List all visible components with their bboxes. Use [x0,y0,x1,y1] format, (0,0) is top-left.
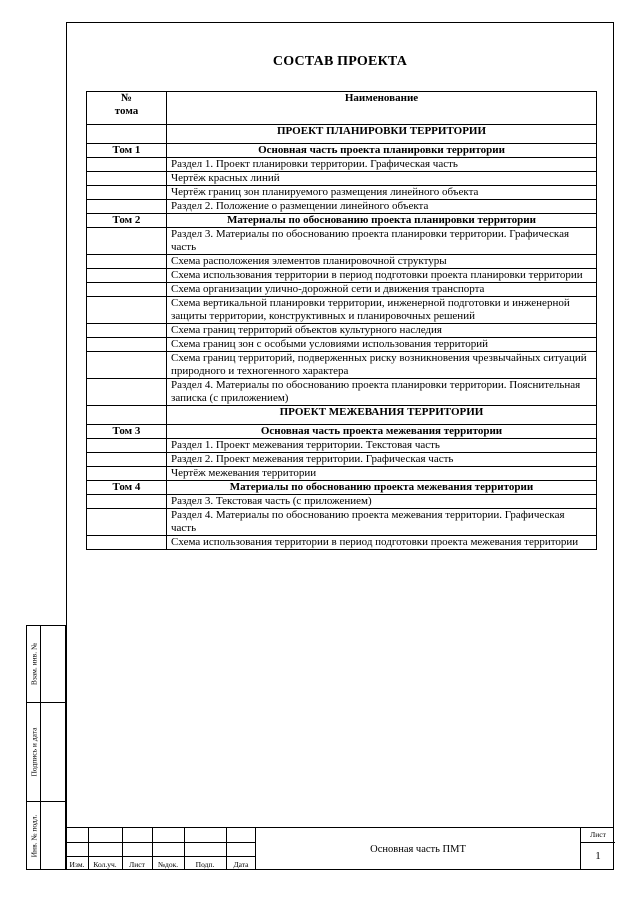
volume-cell [87,125,167,144]
item-name: Схема границ территорий, подверженных риску возникновения чрезвычайных ситуаций природного и техногенного характера [167,352,597,379]
table-row [87,425,597,439]
binding-strip [26,625,66,870]
table-row [87,186,597,200]
volume-title: Основная часть проекта межевания территории [167,425,597,439]
volume-cell [87,338,167,352]
item-name: Схема использования территории в период подготовки проекта межевания территории [167,536,597,550]
item-name: Схема использования территории в период подготовки проекта планировки территории [167,269,597,283]
table-row [87,536,597,550]
binding-label-inventory: Инв. № подл. [29,814,39,857]
item-name: Раздел 2. Положение о размещении линейного объекта [167,200,597,214]
binding-cell-replacement [26,625,66,703]
volume-cell [87,352,167,379]
header-volume-number: № тома [87,92,167,125]
stamp-label-ndok: №док. [157,860,179,869]
item-name: Схема вертикальной планировки территории, инженерной подготовки и инженерной защиты территории, конструктивных и планировочных решений [167,297,597,324]
volume-number: Том 3 [87,425,167,439]
item-name: Схема организации улично-дорожной сети и движения транспорта [167,283,597,297]
table-header-row [87,92,597,125]
item-name: Раздел 4. Материалы по обоснованию проекта планировки территории. Пояснительная записка (с приложением) [167,379,597,406]
volume-number: Том 2 [87,214,167,228]
table-row [87,439,597,453]
binding-label-signature: Подпись и дата [29,727,39,777]
volume-cell [87,297,167,324]
volume-cell [87,453,167,467]
table-row [87,200,597,214]
sheet-number-box [580,827,614,870]
table-row [87,509,597,536]
item-name: Чертёж красных линий [167,172,597,186]
volume-cell [87,536,167,550]
table-row [87,214,597,228]
document-title: СОСТАВ ПРОЕКТА [272,54,408,69]
table-row [87,379,597,406]
table-row [87,453,597,467]
binding-cell-inventory [26,801,66,870]
volume-cell [87,467,167,481]
volume-title: Основная часть проекта планировки территории [167,144,597,158]
volume-cell [87,172,167,186]
item-name: Чертёж границ зон планируемого размещения линейного объекта [167,186,597,200]
volume-cell [87,158,167,172]
item-name: Схема расположения элементов планировочной структуры [167,255,597,269]
volume-cell [87,228,167,255]
table-row [87,283,597,297]
item-name: Чертёж межевания территории [167,467,597,481]
volume-cell [87,200,167,214]
table-row [87,255,597,269]
item-name: Раздел 1. Проект межевания территории. Текстовая часть [167,439,597,453]
stamp-label-data: Дата [233,860,249,869]
volume-cell [87,379,167,406]
table-row [87,125,597,144]
title-block [66,827,614,870]
stamp-document-name: Основная часть ПМТ [256,827,580,870]
table-row [87,495,597,509]
volume-cell [87,495,167,509]
table-row [87,467,597,481]
table-row [87,324,597,338]
project-composition-table [86,91,597,550]
binding-cell-signature [26,702,66,802]
revision-grid [66,827,256,870]
table-row [87,172,597,186]
table-row [87,338,597,352]
volume-cell [87,406,167,425]
table-row [87,228,597,255]
table-row [87,406,597,425]
volume-cell [87,509,167,536]
table-row [87,297,597,324]
item-name: Раздел 4. Материалы по обоснованию проекта межевания территории. Графическая часть [167,509,597,536]
volume-title: Материалы по обоснованию проекта межевания территории [167,481,597,495]
table-row [87,158,597,172]
table-row [87,269,597,283]
item-name: Раздел 1. Проект планировки территории. Графическая часть [167,158,597,172]
sheet-number: 1 [595,850,601,862]
volume-cell [87,269,167,283]
stamp-label-podp: Подп. [195,860,215,869]
section-heading: ПРОЕКТ МЕЖЕВАНИЯ ТЕРРИТОРИИ [167,406,597,425]
item-name: Раздел 3. Материалы по обоснованию проекта планировки территории. Графическая часть [167,228,597,255]
volume-number: Том 1 [87,144,167,158]
volume-cell [87,255,167,269]
stamp-label-list: Лист [129,860,145,869]
item-name: Схема границ зон с особыми условиями использования территорий [167,338,597,352]
table-row [87,144,597,158]
volume-cell [87,439,167,453]
stamp-label-kol: Кол.уч. [93,860,117,869]
sheet-label: Лист [581,828,615,843]
volume-number: Том 4 [87,481,167,495]
volume-cell [87,283,167,297]
table-body [87,125,597,550]
volume-cell [87,324,167,338]
item-name: Раздел 2. Проект межевания территории. Графическая часть [167,453,597,467]
binding-label-replacement: Взам. инв. № [29,642,39,686]
section-heading: ПРОЕКТ ПЛАНИРОВКИ ТЕРРИТОРИИ [167,125,597,144]
header-name: Наименование [167,92,597,125]
table-row [87,352,597,379]
item-name: Схема границ территорий объектов культурного наследия [167,324,597,338]
item-name: Раздел 3. Текстовая часть (с приложением) [167,495,597,509]
table-row [87,481,597,495]
volume-cell [87,186,167,200]
stamp-label-izm: Изм. [69,860,85,869]
volume-title: Материалы по обоснованию проекта планировки территории [167,214,597,228]
